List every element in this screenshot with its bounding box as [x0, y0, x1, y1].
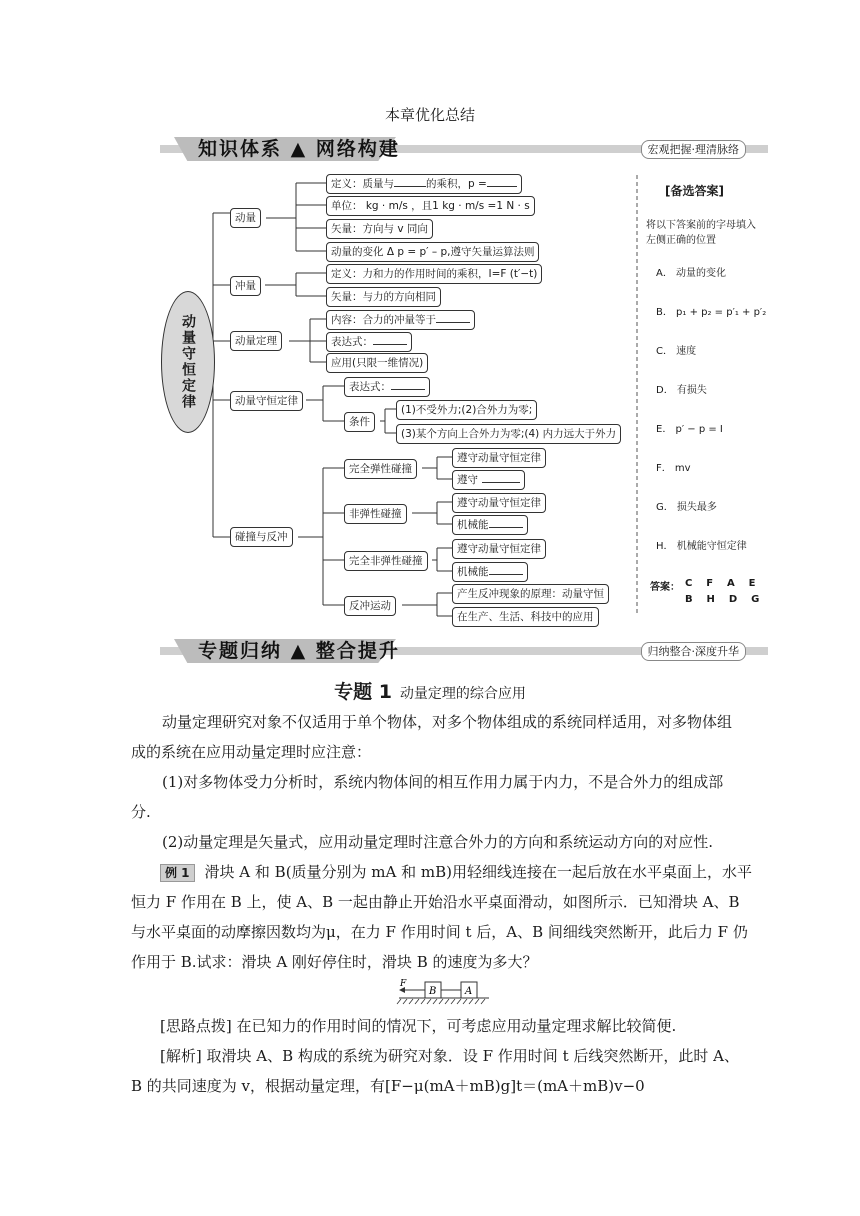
leaf-recoil-principle: 产生反冲现象的原理：动量守恒 — [452, 584, 609, 604]
solution-paragraph: [解析] 取滑块 A、B 构成的系统为研究对象．设 F 作用时间 t 后线突然断开，此时 A、 — [160, 1047, 739, 1065]
leaf-perfectly-inelastic-energy: 机械能 — [452, 562, 528, 582]
answer-option: E． p′ − p = I — [656, 424, 723, 435]
answer-key-row: C F A E — [685, 578, 756, 589]
answer-option: F． mv — [656, 463, 691, 474]
paragraph: 恒力 F 作用在 B 上，使 A、B 一起由静止开始沿水平桌面滑动，如图所示．已知滑块 A、B — [131, 893, 740, 911]
branch-impulse: 冲量 — [230, 276, 261, 296]
leaf-momentum-unit: 单位： kg · m/s ，且1 kg · m/s =1 N · s — [326, 196, 535, 216]
answer-option: C． 速度 — [656, 346, 697, 357]
leaf-condition-3-4: (3)某个方向上合外力为零;(4) 内力远大于外力 — [396, 424, 621, 444]
answers-instruction: 左侧正确的位置 — [646, 235, 716, 246]
topic-number: 专题 1 — [334, 681, 392, 703]
leaf-elastic-momentum: 遵守动量守恒定律 — [452, 448, 546, 468]
topic-heading — [0, 677, 860, 704]
answer-key-label: 答案： — [650, 582, 680, 593]
leaf-elastic-energy: 遵守 — [452, 470, 525, 490]
leaf-inelastic-energy: 机械能 — [452, 515, 528, 535]
paragraph: (1)对多物体受力分析时，系统内物体间的相互作用力属于内力，不是合外力的组成部 — [162, 773, 724, 791]
paragraph: (2)动量定理是矢量式，应用动量定理时注意合外力的方向和系统运动方向的对应性. — [162, 833, 714, 851]
leaf-perfectly-inelastic-collision: 完全非弹性碰撞 — [344, 551, 428, 571]
answer-option: B． p₁ + p₂ = p′₁ + p′₂ — [656, 307, 767, 318]
answer-key-row: B H D G — [685, 594, 760, 605]
topic-title: 动量定理的综合应用 — [399, 686, 526, 702]
example-tag: 例 1 — [160, 864, 195, 882]
leaf-theorem-content: 内容：合力的冲量等于 — [326, 310, 475, 330]
paragraph: 动量定理研究对象不仅适用于单个物体，对多个物体组成的系统同样适用，对多物体组 — [162, 713, 733, 731]
paragraph: 分. — [131, 803, 151, 821]
leaf-conservation-expression: 表达式： — [344, 377, 430, 397]
answer-option: A． 动量的变化 — [656, 268, 727, 279]
answer-option: H． 机械能守恒定律 — [656, 541, 747, 552]
paragraph: 成的系统在应用动量定理时应注意： — [131, 743, 372, 761]
leaf-inelastic-momentum: 遵守动量守恒定律 — [452, 493, 546, 513]
banner-title: 知识体系 ▲ 网络构建 — [198, 138, 400, 160]
leaf-condition-1-2: (1)不受外力;(2)合外力为零; — [396, 400, 537, 420]
leaf-impulse-definition: 定义：力和力的作用时间的乘积，I=F (t′−t) — [326, 264, 542, 284]
root-node: 动量守恒定律 — [161, 291, 215, 433]
section-banner-topics — [160, 639, 768, 663]
leaf-elastic-collision: 完全弹性碰撞 — [344, 459, 417, 479]
branch-conservation: 动量守恒定律 — [230, 391, 303, 411]
answers-instruction: 将以下答案前的字母填入 — [646, 220, 756, 231]
banner-title: 专题归纳 ▲ 整合提升 — [198, 640, 400, 662]
leaf-inelastic-collision: 非弹性碰撞 — [344, 504, 407, 524]
leaf-theorem-expression: 表达式： — [326, 332, 412, 352]
answers-title: [备选答案] — [665, 184, 724, 198]
leaf-momentum-change: 动量的变化 Δ p = p′ – p,遵守矢量运算法则 — [326, 242, 539, 262]
branch-collision: 碰撞与反冲 — [230, 527, 293, 547]
hint-paragraph: [思路点拨] 在已知力的作用时间的情况下，可考虑应用动量定理求解比较简便. — [160, 1017, 677, 1035]
branch-theorem: 动量定理 — [230, 331, 282, 351]
force-label: F — [400, 979, 407, 989]
branch-momentum: 动量 — [230, 208, 261, 228]
solution-paragraph: B 的共同速度为 v，根据动量定理，有[F−μ(mA＋mB)g]t＝(mA＋mB)v−0 — [131, 1077, 645, 1095]
leaf-momentum-vector: 矢量：方向与 v 同向 — [326, 219, 433, 239]
banner-tag: 归纳整合·深度升华 — [641, 642, 747, 661]
leaf-recoil-motion: 反冲运动 — [344, 596, 396, 616]
answer-option: D． 有损失 — [656, 385, 707, 396]
block-b-label: B — [429, 986, 437, 997]
leaf-impulse-vector: 矢量：与力的方向相同 — [326, 287, 441, 307]
paragraph: 与水平桌面的动摩擦因数均为μ，在力 F 作用时间 t 后，A、B 间细线突然断开，此后力 F 仍 — [131, 923, 748, 941]
leaf-momentum-definition: 定义：质量与 的乘积，p = — [326, 174, 522, 194]
leaf-theorem-application: 应用(只限一维情况) — [326, 353, 428, 373]
leaf-recoil-application: 在生产、生活、科技中的应用 — [452, 607, 599, 627]
block-a-label: A — [465, 986, 473, 997]
page-title: 本章优化总结 — [384, 106, 475, 124]
answer-option: G． 损失最多 — [656, 502, 717, 513]
example-paragraph: 例 1 滑块 A 和 B(质量分别为 mA 和 mB)用轻细线连接在一起后放在水平桌面上，水平 — [160, 857, 752, 887]
banner-tag: 宏观把握·理清脉络 — [641, 140, 747, 159]
blocks-figure — [395, 976, 495, 1006]
paragraph: 作用于 B.试求：滑块 A 刚好停住时，滑块 B 的速度为多大？ — [131, 953, 538, 971]
leaf-perfectly-inelastic-momentum: 遵守动量守恒定律 — [452, 539, 546, 559]
leaf-conservation-condition: 条件 — [344, 412, 375, 432]
